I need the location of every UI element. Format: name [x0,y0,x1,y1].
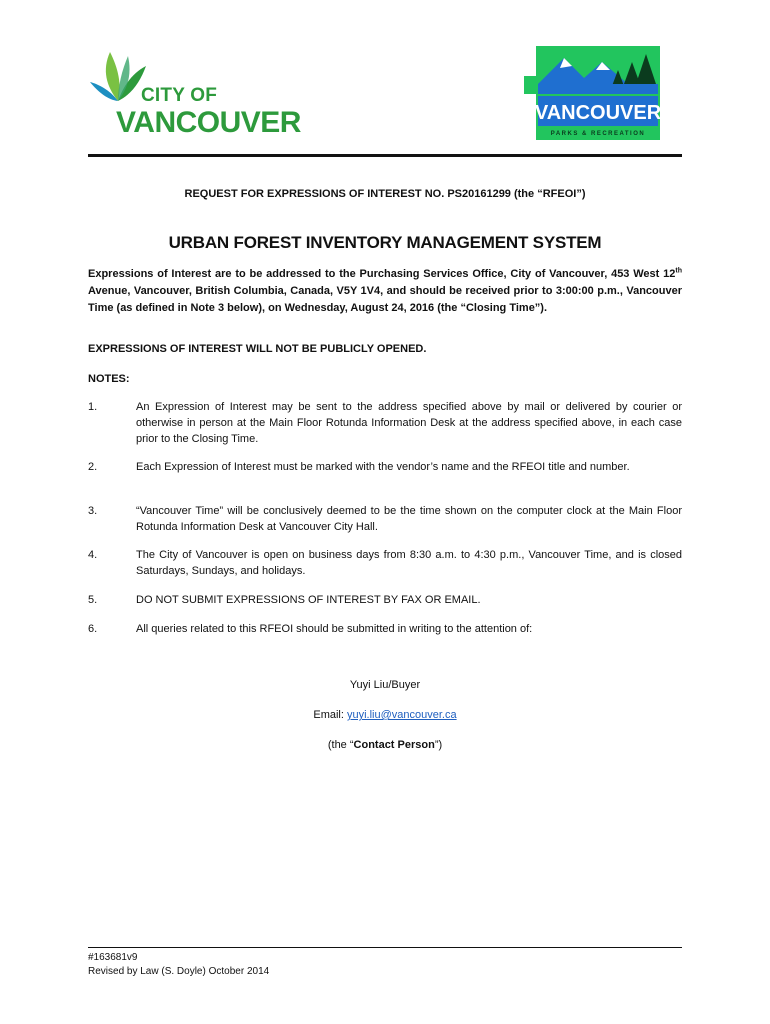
note-number: 3. [88,505,98,517]
contact-email-line [88,709,682,721]
document-number: #163681v9 [88,952,138,963]
intro-superscript: th [675,267,682,275]
intro-paragraph [88,266,682,317]
city-of-vancouver-logo [88,46,301,146]
note-text: “Vancouver Time” will be conclusively deemed to be the time shown on the computer clock at the Main Floor Rotunda Information Desk at Vancouver City Hall. [136,505,682,533]
intro-part1: Expressions of Interest are to be addressed to the Purchasing Services Office, City of Vancouver, 453 West 12 [88,268,676,280]
note-number: 6. [88,623,98,635]
intro-part2: Avenue, Vancouver, British Columbia, Canada, V5Y 1V4, and should be received prior to 3:00:00 p.m., Vancouver Time (as defined in Note 3 below), on Wednesday, August 24, 2016 (the “Closing Time”). [88,285,682,314]
parks-logo-name: VANCOUVER [534,102,662,124]
role-label: Contact Person [353,739,435,751]
document-title: URBAN FOREST INVENTORY MANAGEMENT SYSTEM [168,233,602,252]
revision-note: Revised by Law (S. Doyle) October 2014 [88,966,270,977]
note-number: 5. [88,594,98,606]
note-number: 4. [88,549,98,561]
parks-recreation-logo [524,44,664,142]
footer-divider [88,947,682,948]
note-text: The City of Vancouver is open on business days from 8:30 a.m. to 4:30 p.m., Vancouver Time, and is closed Saturdays, Sundays, and holidays. [136,549,682,577]
email-link[interactable]: yuyi.liu@vancouver.ca [347,709,457,721]
city-logo-line2: VANCOUVER [116,106,301,139]
email-label: Email: [313,709,344,721]
note-text: All queries related to this RFEOI should be submitted in writing to the attention of: [136,623,533,635]
parks-logo-tagline: PARKS & RECREATION [550,131,646,137]
contact-name: Yuyi Liu/Buyer [349,679,421,691]
note-text: Each Expression of Interest must be marked with the vendor’s name and the RFEOI title and number. [136,461,630,473]
leaf-mark-icon [88,46,148,106]
city-logo-line1: CITY OF [141,85,217,106]
notes-heading: NOTES: [88,373,130,385]
role-suffix: ”) [434,739,443,751]
note-text: DO NOT SUBMIT EXPRESSIONS OF INTEREST BY FAX OR EMAIL. [136,594,481,606]
role-prefix: (the “ [327,739,354,751]
not-publicly-opened-notice: EXPRESSIONS OF INTEREST WILL NOT BE PUBLICLY OPENED. [88,343,427,355]
header-divider [88,154,682,157]
note-number: 1. [88,401,98,413]
rfeoi-heading: REQUEST FOR EXPRESSIONS OF INTEREST NO. PS20161299 (the “RFEOI”) [184,188,586,200]
note-number: 2. [88,461,98,473]
note-text: An Expression of Interest may be sent to the address specified above by mail or delivered by courier or otherwise in person at the Main Floor Rotunda Information Desk at the address specified above, in each case prior to the Closing Time. [136,401,682,445]
contact-role [88,739,682,751]
parks-logo-graphic [524,44,664,142]
